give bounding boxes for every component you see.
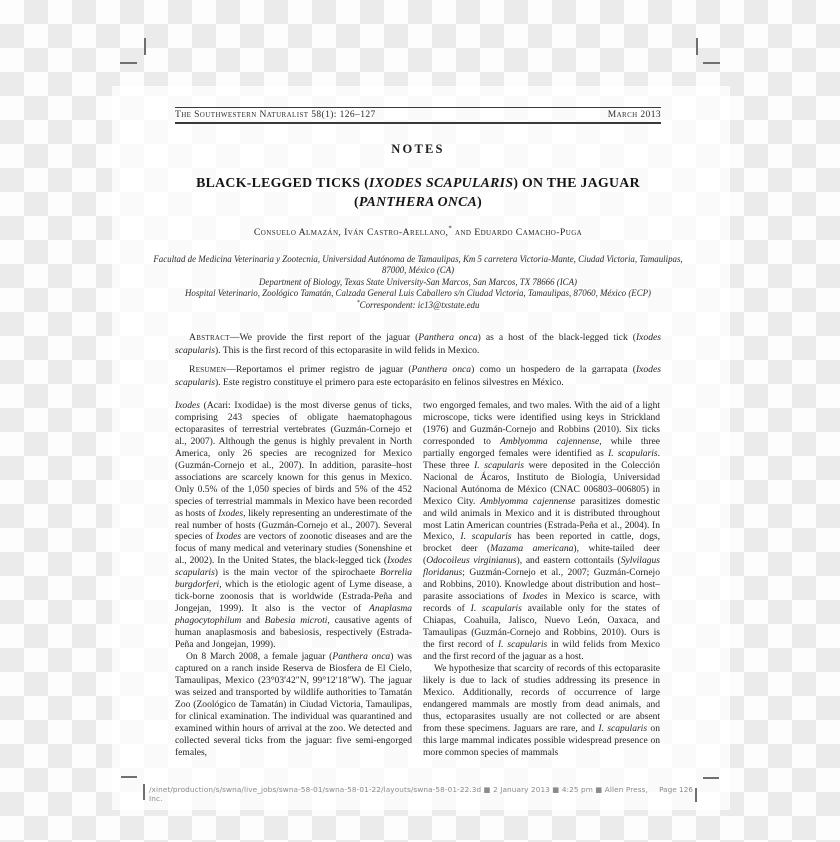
resumen-block bbox=[175, 363, 661, 389]
footer-slug: /xinet/production/s/swna/live_jobs/swna-58-01/swna-58-01-22/layouts/swna-58-01-22.3d ■ 2 January 2013 ■ 4:25 pm ■ Allen Press, Inc. bbox=[149, 785, 648, 803]
crop-mark-top-right-vertical bbox=[696, 38, 698, 55]
abstract-block bbox=[175, 331, 661, 357]
body-columns bbox=[175, 400, 661, 759]
journal-header bbox=[175, 110, 661, 120]
right-column bbox=[423, 400, 660, 759]
crop-mark-bottom-right-horizontal bbox=[703, 777, 719, 779]
correspondent-line: *Correspondent: ic13@txstate.edu bbox=[356, 298, 480, 310]
header-rule-bottom bbox=[175, 122, 661, 124]
crop-mark-top-left-horizontal bbox=[120, 62, 137, 64]
crop-mark-top-left-vertical bbox=[144, 38, 146, 55]
body-paragraph: two engorged females, and two males. With the aid of a light microscope, ticks were identified using keys in Strickland (1976) and Guzmán-Cornejo and Robbins (2010). Six ticks corresponded to Amblyomma cajennense, while three partially engorged females were identified as I. scapularis. These three I. scapularis were deposited in the Colección Nacional de Ácaros, Instituto de Biología, Universidad Nacional Autónoma de México (CNAC 006803–006805) in Mexico City. Amblyomma cajennense parasitizes domestic and wild animals in Mexico and it is distributed throughout most Latin American countries (Estrada-Peña et al., 2004). In Mexico, I. scapularis has been reported in cattle, dogs, brocket deer (Mazama americana), white-tailed deer (Odocoileus virginianus), and eastern cottontails (Sylvilagus floridanus; Guzmán-Cornejo et al., 2007; Guzmán-Cornejo and Robbins, 2010). Knowledge about distribution and host–parasite associations of Ixodes in Mexico is scarce, with records of I. scapularis available only for the states of Chiapas, Coahuila, Jalisco, Nuevo León, Oaxaca, and Tamaulipas (Guzmán-Cornejo and Robbins, 2010). Ours is the first record of I. scapularis in wild felids from Mexico and the first record of the jaguar as a host. bbox=[423, 400, 661, 663]
footer-bracket-right-bar bbox=[695, 788, 697, 802]
affiliation-line: Department of Biology, Texas State University-San Marcos, San Marcos, TX 78666 (ICA) bbox=[259, 276, 577, 287]
scanned-page bbox=[112, 86, 730, 810]
page-number-label: Page 126 bbox=[659, 785, 693, 794]
abstract-paragraph bbox=[175, 331, 661, 357]
affiliation-line: Hospital Veterinario, Zoológico Tamatán, Calzada General Luis Caballero s/n Ciudad Victoria, Tamaulipas, 87060, México (ECP) bbox=[184, 288, 652, 299]
left-column bbox=[175, 400, 412, 759]
production-footer bbox=[149, 785, 693, 803]
authors-line: Consuelo Almazán, Iván Castro-Arellano,* and Eduardo Camacho-Puga bbox=[253, 225, 583, 238]
issue-date: March 2013 bbox=[607, 110, 661, 120]
header-rule-top bbox=[175, 107, 661, 108]
journal-citation: The Southwestern Naturalist 58(1): 126–127 bbox=[175, 110, 376, 120]
affiliations-block bbox=[145, 254, 691, 311]
resumen-label: Resumen bbox=[189, 364, 227, 375]
footer-bracket-left-bar bbox=[143, 784, 145, 800]
abstract-text: —We provide the first report of the jaguar (Panthera onca) as a host of the black-legged tick (Ixodes scapularis). This is the first record of this ectoparasite in wild felids in Mexico. bbox=[175, 332, 661, 356]
resumen-paragraph bbox=[175, 363, 661, 389]
body-paragraph: We hypothesize that scarcity of records of this ectoparasite likely is due to lack of studies addressing its presence in Mexico. Additionally, records of occurrence of large endangered mammals are mostly from dead animals, and thus, ectoparasites usually are not collected or are absent from these specimens. Jaguars are rare, and I. scapularis on this large mammal indicates possible widespread presence on more common species of mammals bbox=[423, 662, 660, 758]
body-paragraph: On 8 March 2008, a female jaguar (Panthera onca) was captured on a ranch inside Reserva de Biosfera de El Cielo, Tamaulipas, Mexico (23°03′42″N, 99°12′18″W). The jaguar was seized and transported by wildlife authorities to Tamatán Zoo (Zoológico de Tamatán) in Ciudad Victoria, Tamaulipas, for clinical examination. The individual was quarantined and examined within hours of arrival at the zoo. We detected and collected several ticks from the jaguar: five semi-engorged females, bbox=[175, 651, 412, 758]
abstract-label: Abstract bbox=[189, 332, 230, 343]
crop-mark-top-right-horizontal bbox=[703, 62, 720, 64]
resumen-text: —Reportamos el primer registro de jaguar (Panthera onca) como un hospedero de la garrapata (Ixodes scapularis). Este registro constituye el primero para este ectoparásito en felinos silvestres en México. bbox=[175, 364, 661, 388]
affiliation-line: Facultad de Medicina Veterinaria y Zootecnia, Universidad Autónoma de Tamaulipas, Km 5 carretera Victoria-Mante, Ciudad Victoria, Tamaulipas, 87000, México (CA) bbox=[153, 254, 683, 276]
crop-mark-bottom-left-horizontal bbox=[121, 776, 137, 778]
section-heading: NOTES bbox=[391, 142, 445, 156]
article-title: BLACK-LEGGED TICKS (IXODES SCAPULARIS) ON THE JAGUAR (PANTHERA ONCA) bbox=[196, 175, 640, 209]
body-paragraph: Ixodes (Acari: Ixodidae) is the most diverse genus of ticks, comprising 243 species of obligate haematophagous ectoparasites of terrestrial vertebrates (Guzmán-Cornejo et al., 2007). Although the genus is highly prevalent in North America, only 26 species are recognized for Mexico (Guzmán-Cornejo et al., 2007). In addition, parasite–host associations are scarcely known for this genus in Mexico. Only 0.5% of the 1,050 species of birds and 5% of the 452 species of terrestrial mammals in Mexico have been recorded as hosts of Ixodes, likely representing an underestimate of the real number of hosts (Guzmán-Cornejo et al., 2007). Several species of Ixodes are vectors of zoonotic diseases and are the focus of many medical and veterinary studies (Sonenshine et al., 2002). In the United States, the black-legged tick (Ixodes scapularis) is the main vector of the spirochaete Borrelia burgdorferi, which is the etiologic agent of Lyme disease, a tick-borne zoonosis that is worldwide (Estrada-Peña and Jongejan, 1999). It also is the vector of Anaplasma phagocytophilum and Babesia microti, causative agents of human anaplasmosis and babesiosis, respectively (Estrada-Peña and Jongejan, 1999). bbox=[175, 400, 413, 651]
